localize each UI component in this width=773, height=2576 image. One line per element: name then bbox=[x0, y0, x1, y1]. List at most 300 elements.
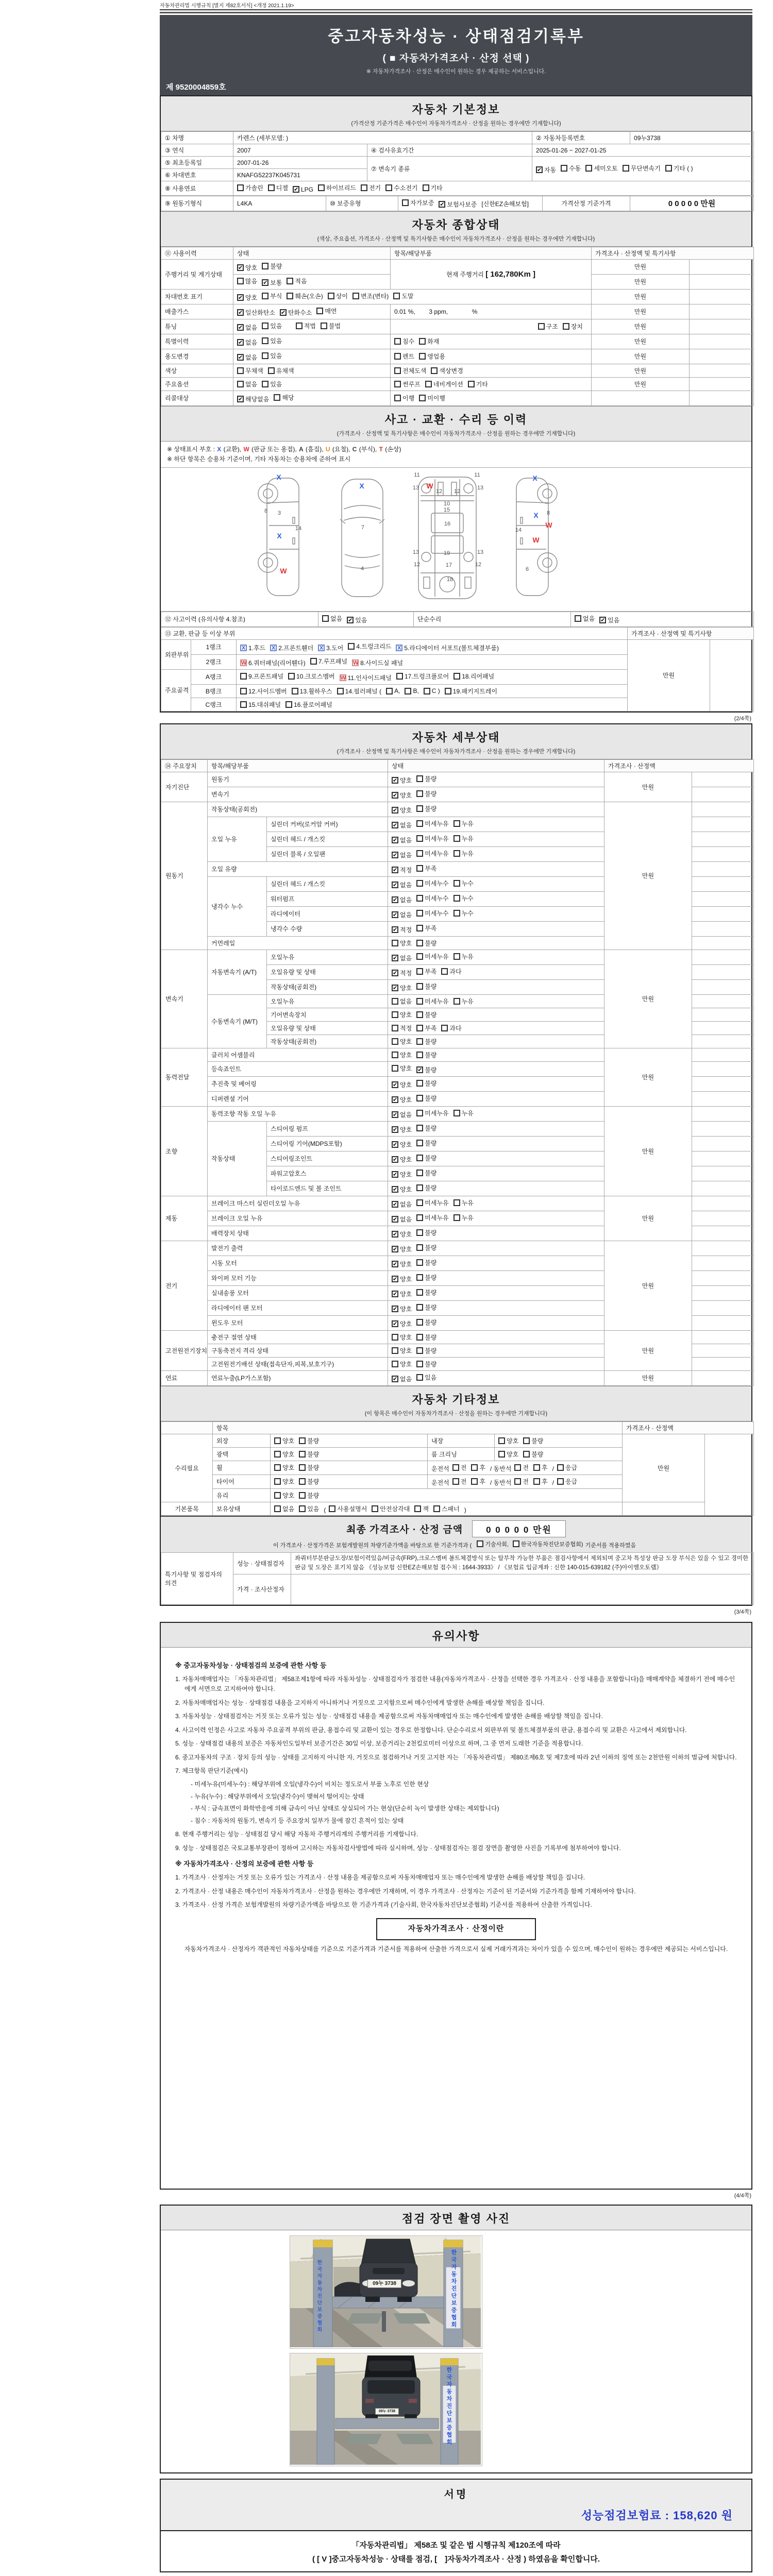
checkbox-있음[interactable] bbox=[416, 1373, 436, 1382]
checkbox-불량[interactable] bbox=[416, 1154, 436, 1162]
checkbox-box bbox=[299, 1437, 306, 1444]
checkbox-양호[interactable] bbox=[274, 1491, 294, 1500]
checkbox-없음[interactable] bbox=[237, 380, 257, 388]
checkbox-13.휠하우스[interactable] bbox=[292, 687, 332, 696]
checkbox-box bbox=[441, 968, 448, 975]
checkbox-box: W bbox=[353, 659, 359, 666]
checkbox-사용설명서[interactable] bbox=[329, 1504, 367, 1513]
checkbox-양호[interactable] bbox=[392, 1170, 412, 1179]
checkbox-box bbox=[318, 184, 325, 191]
checkbox-불량[interactable] bbox=[416, 982, 436, 991]
checkbox-양호[interactable] bbox=[392, 1140, 412, 1149]
checkbox-C )[interactable] bbox=[424, 687, 440, 694]
checkbox-탄화수소[interactable] bbox=[280, 308, 312, 317]
checkbox-불량[interactable] bbox=[416, 1079, 436, 1088]
checkbox-안전삼각대[interactable] bbox=[372, 1504, 410, 1513]
checkbox-불량[interactable] bbox=[523, 1436, 543, 1445]
checkbox-15.대쉬패널[interactable] bbox=[240, 700, 281, 709]
checkbox-적정[interactable] bbox=[392, 1024, 412, 1032]
checkbox-label: 7.루프패널 bbox=[318, 657, 348, 665]
checkbox-불량[interactable] bbox=[416, 1050, 436, 1059]
checkbox-양호[interactable] bbox=[392, 776, 412, 785]
inline-text: [신한EZ손해보험] bbox=[481, 200, 529, 208]
checkbox-label: 없음 bbox=[245, 353, 258, 361]
checkbox-도말[interactable] bbox=[393, 292, 413, 300]
checkbox-장치[interactable] bbox=[563, 322, 583, 331]
checkbox-한국자동차진단보증협회)[interactable] bbox=[513, 1540, 583, 1548]
checkbox-11.인사이드패널[interactable] bbox=[340, 673, 392, 682]
checkbox-box bbox=[386, 688, 393, 694]
checkbox-없음[interactable] bbox=[392, 836, 412, 844]
checkbox-9.프론트패널[interactable] bbox=[240, 672, 283, 681]
detail-note-cell bbox=[692, 891, 754, 906]
checkbox-적음[interactable] bbox=[287, 277, 307, 285]
checkbox-불량[interactable] bbox=[416, 1124, 436, 1132]
checkbox-A,[interactable] bbox=[386, 687, 400, 694]
checkbox-부식[interactable] bbox=[262, 292, 282, 300]
checkbox-LPG[interactable] bbox=[293, 186, 313, 193]
checkbox-있음[interactable] bbox=[347, 616, 367, 624]
checkbox-label: 없음 bbox=[400, 1111, 412, 1118]
checkbox-양호[interactable] bbox=[392, 939, 412, 947]
checkbox-누유[interactable] bbox=[453, 819, 474, 828]
checkbox-변조(변타)[interactable] bbox=[352, 292, 389, 300]
value-engine-type: L4KA bbox=[233, 196, 326, 211]
checkbox-미세누수[interactable] bbox=[416, 909, 448, 918]
checkbox-label: 불량 bbox=[425, 1244, 437, 1251]
checkbox-label: 상이 bbox=[335, 292, 348, 300]
device-group-제동: 제동 bbox=[161, 1196, 208, 1241]
checkbox-무채색[interactable] bbox=[237, 366, 263, 375]
detail-item: 작동상태(공회전) bbox=[208, 802, 388, 817]
checkbox-양호[interactable] bbox=[237, 263, 257, 272]
checkbox-box bbox=[329, 1505, 335, 1512]
checkbox-양호[interactable] bbox=[498, 1450, 518, 1459]
document-number: 제 9520004859호 bbox=[166, 83, 226, 92]
checkbox-없음[interactable] bbox=[274, 1504, 294, 1513]
checkbox-침수[interactable] bbox=[394, 337, 414, 346]
checkbox-label: 미세누수 bbox=[425, 879, 449, 887]
checkbox-label: 누유 bbox=[461, 1109, 474, 1117]
checkbox-label: 1.후드 bbox=[248, 644, 266, 652]
checkbox-양호[interactable] bbox=[392, 806, 412, 815]
checkbox-없음[interactable] bbox=[575, 614, 595, 623]
diagram-mark-W: W bbox=[532, 535, 540, 544]
checkbox-불량[interactable] bbox=[299, 1491, 319, 1500]
checkbox-기타[interactable] bbox=[468, 380, 488, 388]
checkbox-불량[interactable] bbox=[416, 1010, 436, 1019]
checkbox-불량[interactable] bbox=[416, 1303, 436, 1312]
checkbox-양호[interactable] bbox=[274, 1477, 294, 1486]
checkbox-썬루프[interactable] bbox=[394, 380, 421, 388]
checkbox-없음[interactable] bbox=[237, 323, 257, 332]
checkbox-누유[interactable] bbox=[453, 1109, 474, 1117]
row-color-label: 색상 bbox=[161, 364, 233, 377]
checkbox-기술사회,[interactable] bbox=[477, 1540, 509, 1548]
checkbox-후[interactable] bbox=[533, 1477, 548, 1486]
checkbox-불량[interactable] bbox=[299, 1477, 319, 1486]
checkbox-미세누수[interactable] bbox=[416, 879, 448, 888]
checkbox-화재[interactable] bbox=[419, 337, 439, 346]
checkbox-불량[interactable] bbox=[416, 1318, 436, 1327]
special-price: 만원 bbox=[592, 334, 690, 349]
checkbox-label: 미세누유 bbox=[425, 820, 449, 827]
glass-options bbox=[271, 1488, 623, 1502]
legend-desc: (판금 또는 용접), bbox=[249, 445, 299, 453]
checkbox-기타[interactable] bbox=[423, 183, 443, 192]
checkbox-가솔린[interactable] bbox=[237, 183, 263, 192]
checkbox-이행[interactable] bbox=[394, 394, 414, 402]
checkbox-적정[interactable] bbox=[392, 925, 412, 934]
checkbox-label: 있음 bbox=[425, 1374, 437, 1381]
detail-status-options bbox=[388, 1035, 604, 1048]
detail-header-status: 상태 bbox=[388, 759, 604, 772]
checkbox-양호[interactable] bbox=[392, 1125, 412, 1134]
checkbox-양호[interactable] bbox=[392, 1037, 412, 1046]
checkbox-label: 있음 bbox=[307, 1505, 320, 1513]
checkbox-양호[interactable] bbox=[392, 1185, 412, 1194]
checkbox-box bbox=[262, 323, 268, 329]
detail-note-cell bbox=[692, 876, 754, 891]
fuel-options bbox=[233, 181, 754, 196]
checkbox-색상변경[interactable] bbox=[431, 366, 463, 375]
checkbox-누수[interactable] bbox=[453, 909, 474, 918]
sub-group-작동상태: 작동상태 bbox=[208, 1121, 267, 1196]
block-page2 bbox=[160, 723, 752, 1606]
checkbox-응급[interactable] bbox=[557, 1463, 577, 1472]
checkbox-불량[interactable] bbox=[416, 1094, 436, 1103]
checkbox-양호[interactable] bbox=[392, 1275, 412, 1283]
checkbox-양호[interactable] bbox=[498, 1436, 518, 1445]
checkbox-전[interactable] bbox=[514, 1463, 529, 1472]
checkbox-불량[interactable] bbox=[416, 789, 436, 798]
checkbox-불량[interactable] bbox=[299, 1463, 319, 1472]
checkbox-없음[interactable] bbox=[392, 1215, 412, 1224]
checkbox-일산화탄소[interactable] bbox=[237, 308, 275, 317]
checkbox-3.도어[interactable] bbox=[318, 643, 343, 652]
checkbox-양호[interactable] bbox=[392, 1290, 412, 1298]
checkbox-label: 영업용 bbox=[427, 353, 445, 360]
checkbox-불량[interactable] bbox=[523, 1450, 543, 1459]
detail-note-cell bbox=[692, 1061, 754, 1076]
opinion-table bbox=[161, 1552, 754, 1605]
checkbox-불량[interactable] bbox=[416, 1037, 436, 1046]
checkbox-양호[interactable] bbox=[392, 1010, 412, 1019]
checkbox-자동[interactable] bbox=[536, 165, 556, 174]
checkbox-부족[interactable] bbox=[416, 924, 436, 933]
checkbox-누유[interactable] bbox=[453, 849, 474, 858]
checkbox-전[interactable] bbox=[452, 1463, 467, 1472]
checkbox-미세누유[interactable] bbox=[416, 1198, 448, 1207]
checkbox-box bbox=[416, 1110, 423, 1116]
checkbox-불량[interactable] bbox=[416, 1228, 436, 1237]
checkbox-불량[interactable] bbox=[416, 1288, 436, 1297]
checkbox-없음[interactable] bbox=[392, 910, 412, 919]
checkbox-불량[interactable] bbox=[416, 1065, 436, 1074]
checkbox-label: 후 bbox=[542, 1478, 548, 1485]
checkbox-불량[interactable] bbox=[416, 1183, 436, 1192]
checkbox-label: 양호 bbox=[245, 294, 258, 301]
checkbox-스패너[interactable] bbox=[433, 1504, 460, 1513]
checkbox-19.패키지트레이[interactable] bbox=[445, 687, 497, 696]
checkbox-적정[interactable] bbox=[392, 866, 412, 874]
detail-item: 오일 유량 bbox=[208, 861, 388, 876]
checkbox-있음[interactable] bbox=[262, 321, 282, 330]
checkbox-미세누유[interactable] bbox=[416, 819, 448, 828]
checkbox-유채색[interactable] bbox=[268, 366, 294, 375]
document-page bbox=[160, 0, 752, 2572]
checkbox-양호[interactable] bbox=[392, 1050, 412, 1059]
checkbox-디젤[interactable] bbox=[268, 183, 288, 192]
checkbox-4.트렁크리드[interactable] bbox=[348, 642, 391, 651]
checkbox-미세누유[interactable] bbox=[416, 834, 448, 843]
checkbox-미세누유[interactable] bbox=[416, 952, 448, 961]
value-car-name: 카렌스 (세부모델: ) bbox=[233, 132, 532, 144]
checkbox-과다[interactable] bbox=[441, 967, 461, 976]
checkbox-label: 양호 bbox=[400, 1347, 412, 1354]
checkbox-양호[interactable] bbox=[392, 791, 412, 800]
detail-note-cell bbox=[692, 1035, 754, 1048]
checkbox-2.프론트휀더[interactable] bbox=[270, 643, 313, 652]
checkbox-미세누유[interactable] bbox=[416, 997, 448, 1006]
checkbox-미세누유[interactable] bbox=[416, 849, 448, 858]
checkbox-없음[interactable] bbox=[392, 1110, 412, 1119]
checkbox-미이행[interactable] bbox=[419, 394, 445, 402]
checkbox-box bbox=[453, 1110, 460, 1116]
footer-line-1: 「자동차관리법」 제58조 및 같은 법 시행규칙 제120조에 따라 bbox=[351, 2540, 561, 2550]
checkbox-양호[interactable] bbox=[392, 1080, 412, 1089]
checkbox-미세누유[interactable] bbox=[416, 1109, 448, 1117]
checkbox-해당없음[interactable] bbox=[237, 395, 269, 403]
checkbox-6.쿼터패널(리어휀다)[interactable] bbox=[240, 658, 306, 667]
checkbox-구조[interactable] bbox=[538, 322, 558, 331]
checkbox-14.필러패널 ([interactable] bbox=[337, 687, 381, 696]
checkbox-양호[interactable] bbox=[392, 1319, 412, 1328]
checkbox-부족[interactable] bbox=[416, 1024, 436, 1032]
checkbox-16.플로어패널[interactable] bbox=[285, 700, 332, 709]
checkbox-전[interactable] bbox=[514, 1477, 529, 1486]
detail-status-options bbox=[388, 1211, 604, 1226]
checkbox-불량[interactable] bbox=[299, 1450, 319, 1459]
checkbox-없음[interactable] bbox=[392, 851, 412, 859]
detail-item: 실린더 커버(로커암 커버) bbox=[267, 817, 388, 832]
checkbox-전[interactable] bbox=[452, 1477, 467, 1486]
checkbox-세미오토[interactable] bbox=[585, 164, 617, 173]
checkbox-box bbox=[416, 835, 423, 842]
checkbox-없음[interactable] bbox=[392, 997, 412, 1006]
checkbox-누유[interactable] bbox=[453, 997, 474, 1006]
detail-item: 오일누유 bbox=[267, 994, 388, 1008]
checkbox-불량[interactable] bbox=[416, 1139, 436, 1147]
checkbox-누수[interactable] bbox=[453, 879, 474, 888]
checkbox-잭[interactable] bbox=[414, 1504, 429, 1513]
checkbox-양호[interactable] bbox=[274, 1436, 294, 1445]
checkbox-수소전기[interactable] bbox=[385, 183, 417, 192]
checkbox-수동[interactable] bbox=[561, 164, 581, 173]
checkbox-불량[interactable] bbox=[299, 1436, 319, 1445]
checkbox-12.사이드멤버[interactable] bbox=[240, 687, 287, 696]
checkbox-불량[interactable] bbox=[416, 1258, 436, 1267]
checkbox-label: 불량 bbox=[425, 1154, 437, 1162]
checkbox-없음[interactable] bbox=[237, 353, 257, 362]
checkbox-box bbox=[445, 688, 451, 694]
checkbox-불량[interactable] bbox=[416, 1243, 436, 1252]
block-page1 bbox=[160, 95, 752, 713]
checkbox-양호[interactable] bbox=[392, 1155, 412, 1164]
legend-desc: (교환), bbox=[222, 445, 243, 453]
checkbox-box bbox=[287, 293, 293, 299]
checkbox-box: ✔ bbox=[440, 201, 445, 208]
tire-detail-options bbox=[428, 1475, 623, 1488]
checkbox-없음[interactable] bbox=[392, 1200, 412, 1209]
checkbox-8.사이드실 패널[interactable] bbox=[352, 658, 403, 667]
checkbox-누유[interactable] bbox=[453, 952, 474, 961]
checkbox-전기[interactable] bbox=[361, 183, 381, 192]
diagram-mark-6: 6 bbox=[525, 566, 529, 572]
checkbox-미세누수[interactable] bbox=[416, 894, 448, 903]
checkbox-양호[interactable] bbox=[392, 984, 412, 992]
checkbox-box: ✔ bbox=[393, 1376, 398, 1382]
car-diagram-cell bbox=[161, 468, 751, 612]
checkbox-양호[interactable] bbox=[392, 1245, 412, 1253]
checkbox-불량[interactable] bbox=[416, 1346, 436, 1355]
row-special-label: 특별이력 bbox=[161, 334, 233, 349]
checkbox-부족[interactable] bbox=[416, 967, 436, 976]
checkbox-box: ✔ bbox=[293, 187, 299, 193]
checkbox-후[interactable] bbox=[533, 1463, 548, 1472]
document-subtitle: ( ■ 자동차가격조사 · 산정 선택 ) bbox=[382, 53, 530, 64]
checkbox-있음[interactable] bbox=[262, 351, 282, 360]
checkbox-있음[interactable] bbox=[299, 1504, 319, 1513]
checkbox-box bbox=[416, 1274, 423, 1281]
checkbox-box bbox=[274, 1505, 281, 1512]
checkbox-양호[interactable] bbox=[392, 1230, 412, 1239]
checkbox-보통[interactable] bbox=[262, 278, 282, 287]
checkbox-1.후드[interactable] bbox=[240, 643, 265, 652]
checkbox-label: 6.쿼터패널(리어휀다) bbox=[248, 659, 306, 667]
section-detail-note: (가격조사 · 산정액 및 특기사항은 매수인이 자동차가격조사 · 산정을 원하는 경우에만 기재합니다) bbox=[337, 748, 576, 755]
checkbox-box bbox=[328, 293, 334, 299]
checkbox-없음[interactable] bbox=[392, 880, 412, 889]
checkbox-양호[interactable] bbox=[392, 1064, 412, 1073]
checkbox-해당[interactable] bbox=[274, 393, 294, 402]
checkbox-없음[interactable] bbox=[392, 821, 412, 829]
checkbox-불법[interactable] bbox=[321, 321, 341, 330]
checkbox-box bbox=[416, 925, 423, 931]
checkbox-box: ✔ bbox=[393, 1171, 398, 1178]
checkbox-없음[interactable] bbox=[392, 1375, 412, 1383]
checkbox-훼손(오손)[interactable] bbox=[287, 292, 323, 300]
detail-price: 만원 bbox=[604, 1106, 692, 1196]
checkbox-많음[interactable] bbox=[237, 277, 257, 285]
checkbox-없음[interactable] bbox=[392, 954, 412, 962]
checkbox-불량[interactable] bbox=[416, 804, 436, 813]
checkbox-있음[interactable] bbox=[599, 616, 619, 624]
checkbox-불량[interactable] bbox=[416, 1360, 436, 1368]
checkbox-누유[interactable] bbox=[453, 1213, 474, 1222]
checkbox-box bbox=[416, 1199, 423, 1206]
notice-item: - 미세누유(미세누수) : 해당부위에 오일(냉각수)이 비치는 정도로서 부품 노후로 인한 현상 bbox=[191, 1781, 429, 1788]
detail-item: 오일유량 및 상태 bbox=[267, 964, 388, 979]
checkbox-불량[interactable] bbox=[262, 262, 282, 270]
checkbox-양호[interactable] bbox=[392, 1260, 412, 1268]
checkbox-부족[interactable] bbox=[416, 864, 436, 873]
checkbox-누유[interactable] bbox=[453, 1198, 474, 1207]
detail-price: 만원 bbox=[604, 1196, 692, 1241]
checkbox-적정[interactable] bbox=[392, 969, 412, 977]
checkbox-적법[interactable] bbox=[296, 321, 316, 330]
checkbox-기타 ( )[interactable] bbox=[665, 164, 693, 173]
checkbox-없음[interactable] bbox=[392, 895, 412, 904]
checkbox-label: 탄화수소 bbox=[288, 309, 312, 316]
checkbox-보험사보증[interactable] bbox=[439, 200, 477, 209]
checkbox-box: ✔ bbox=[393, 777, 398, 784]
checkbox-label: 미세누유 bbox=[425, 1214, 449, 1222]
checkbox-응급[interactable] bbox=[557, 1477, 577, 1486]
checkbox-양호[interactable] bbox=[237, 293, 257, 302]
checkbox-없음[interactable] bbox=[237, 338, 257, 347]
checkbox-7.루프패널[interactable] bbox=[310, 657, 347, 666]
checkbox-17.트렁크플로어[interactable] bbox=[396, 672, 449, 681]
checkbox-양호[interactable] bbox=[392, 1360, 412, 1368]
checkbox-있음[interactable] bbox=[262, 336, 282, 345]
checkbox-불량[interactable] bbox=[416, 1168, 436, 1177]
detail-header-device: ⑭ 주요장치 bbox=[161, 759, 208, 772]
checkbox-매연[interactable] bbox=[316, 307, 337, 315]
detail-item: 냉각수 수량 bbox=[267, 921, 388, 936]
checkbox-양호[interactable] bbox=[392, 1304, 412, 1313]
checkbox-없음[interactable] bbox=[322, 614, 342, 623]
checkbox-양호[interactable] bbox=[392, 1095, 412, 1104]
checkbox-불량[interactable] bbox=[416, 1273, 436, 1282]
recall-price bbox=[592, 391, 690, 405]
checkbox-불량[interactable] bbox=[416, 1333, 436, 1342]
checkbox-label: 불량 bbox=[425, 1124, 437, 1132]
checkbox-양호[interactable] bbox=[274, 1450, 294, 1459]
checkbox-label: 누유 bbox=[461, 1199, 474, 1207]
checkbox-누유[interactable] bbox=[453, 834, 474, 843]
checkbox-네비게이션[interactable] bbox=[425, 380, 463, 388]
checkbox-과다[interactable] bbox=[441, 1024, 461, 1032]
checkbox-있음[interactable] bbox=[262, 380, 282, 388]
checkbox-양호[interactable] bbox=[392, 1333, 412, 1342]
checkbox-5.라디에이터 서포트(볼트체결부품)[interactable] bbox=[396, 643, 499, 652]
checkbox-label: 양호 bbox=[400, 1230, 412, 1238]
checkbox-B,[interactable] bbox=[405, 687, 418, 694]
detail-status-options bbox=[388, 1285, 604, 1300]
checkbox-10.크로스멤버[interactable] bbox=[288, 672, 335, 681]
checkbox-후[interactable] bbox=[471, 1463, 485, 1472]
checkbox-누수[interactable] bbox=[453, 894, 474, 903]
checkbox-18.리어패널[interactable] bbox=[453, 672, 494, 681]
checkbox-양호[interactable] bbox=[274, 1463, 294, 1472]
checkbox-후[interactable] bbox=[471, 1477, 485, 1486]
checkbox-불량[interactable] bbox=[416, 774, 436, 783]
checkbox-무단변속기[interactable] bbox=[623, 164, 661, 173]
checkbox-전체도색[interactable] bbox=[394, 366, 426, 375]
checkbox-자가보증[interactable] bbox=[402, 198, 434, 207]
checkbox-하이브리드[interactable] bbox=[318, 183, 356, 192]
checkbox-미세누유[interactable] bbox=[416, 1213, 448, 1222]
checkbox-box: ✔ bbox=[393, 1231, 398, 1238]
checkbox-렌트[interactable] bbox=[394, 352, 414, 361]
checkbox-영업용[interactable] bbox=[419, 352, 445, 361]
checkbox-상이[interactable] bbox=[328, 292, 348, 300]
checkbox-불량[interactable] bbox=[416, 939, 436, 947]
comprehensive-table bbox=[161, 247, 754, 406]
checkbox-양호[interactable] bbox=[392, 1346, 412, 1355]
checkbox-box bbox=[262, 263, 268, 269]
